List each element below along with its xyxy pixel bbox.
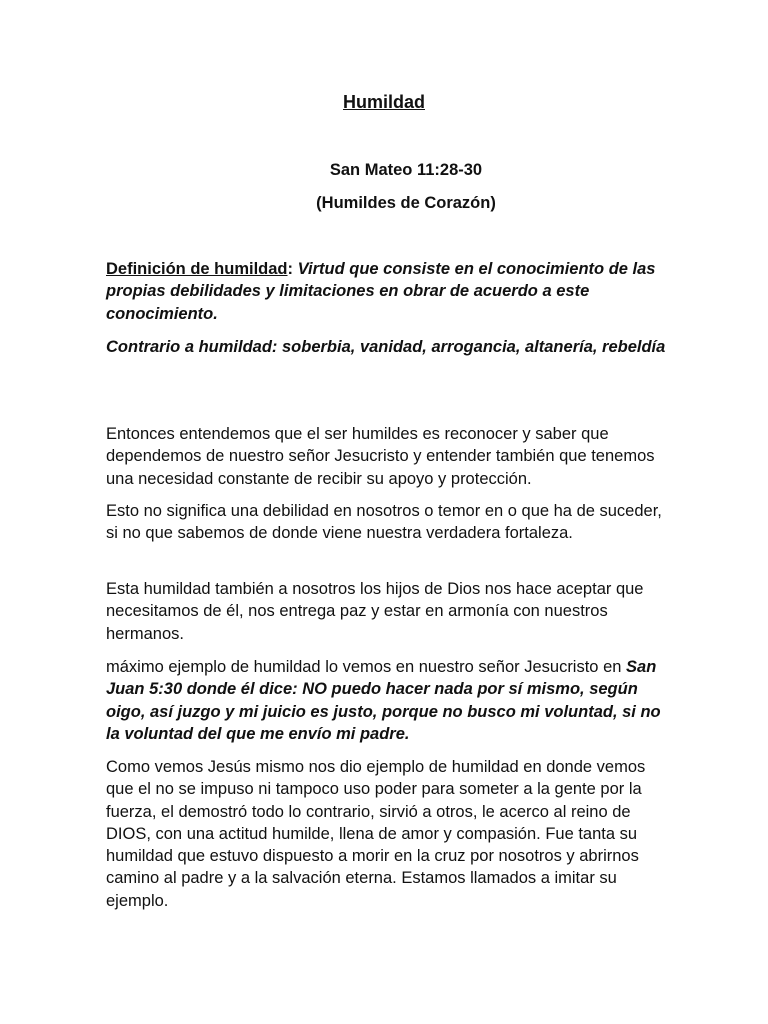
body-paragraph-1: Entonces entendemos que el ser humildes es reconocer y saber que dependemos de nuestro señor Jesucristo y entender también que tenemos una necesidad constante de recibir su apoyo y protección. xyxy=(106,425,655,488)
document-subtitle: (Humildes de Corazón) xyxy=(316,194,496,212)
definition-colon: : xyxy=(287,260,294,278)
paragraph-4-intro: máximo ejemplo de humildad lo vemos en nuestro señor Jesucristo en xyxy=(106,658,627,676)
body-paragraph-5: Como vemos Jesús mismo nos dio ejemplo de humildad en donde vemos que el no se impuso ni tampoco uso poder para someter a la gente por la fuerza, el demostró todo lo contrario, sirvió a otros, le acerco al reino de DIOS, con una actitud humilde, llena de amor y compasión. Fue tanta su humildad que estuvo dispuesto a morir en la cruz por nosotros y abrirnos camino al padre y a la salvación eterna. Estamos llamados a imitar su ejemplo. xyxy=(106,758,646,910)
definition-paragraph xyxy=(106,258,666,325)
body-paragraph-4 xyxy=(106,656,666,745)
definition-text: Virtud que consiste en el conocimiento de las propias debilidades y limitaciones en obrar de acuerdo a este conocimiento. xyxy=(106,260,656,323)
body-paragraph-3: Esta humildad también a nosotros los hijos de Dios nos hace aceptar que necesitamos de él, nos entrega paz y estar en armonía con nuestros hermanos. xyxy=(106,580,644,643)
document-title: Humildad xyxy=(342,92,425,112)
definition-label: Definición de humildad xyxy=(106,260,288,278)
body-paragraph-2: Esto no significa una debilidad en nosotros o temor en o que ha de suceder, si no que sabemos de donde viene nuestra verdadera fortaleza. xyxy=(106,502,662,543)
contrary-paragraph: Contrario a humildad: soberbia, vanidad, arrogancia, altanería, rebeldía xyxy=(106,338,666,356)
scripture-quote: San Juan 5:30 donde él dice: NO puedo hacer nada por sí mismo, según oigo, así juzgo y mi juicio es justo, porque no busco mi voluntad, si no la voluntad del que me envío mi padre. xyxy=(106,658,661,743)
scripture-reference: San Mateo 11:28-30 xyxy=(329,161,483,179)
